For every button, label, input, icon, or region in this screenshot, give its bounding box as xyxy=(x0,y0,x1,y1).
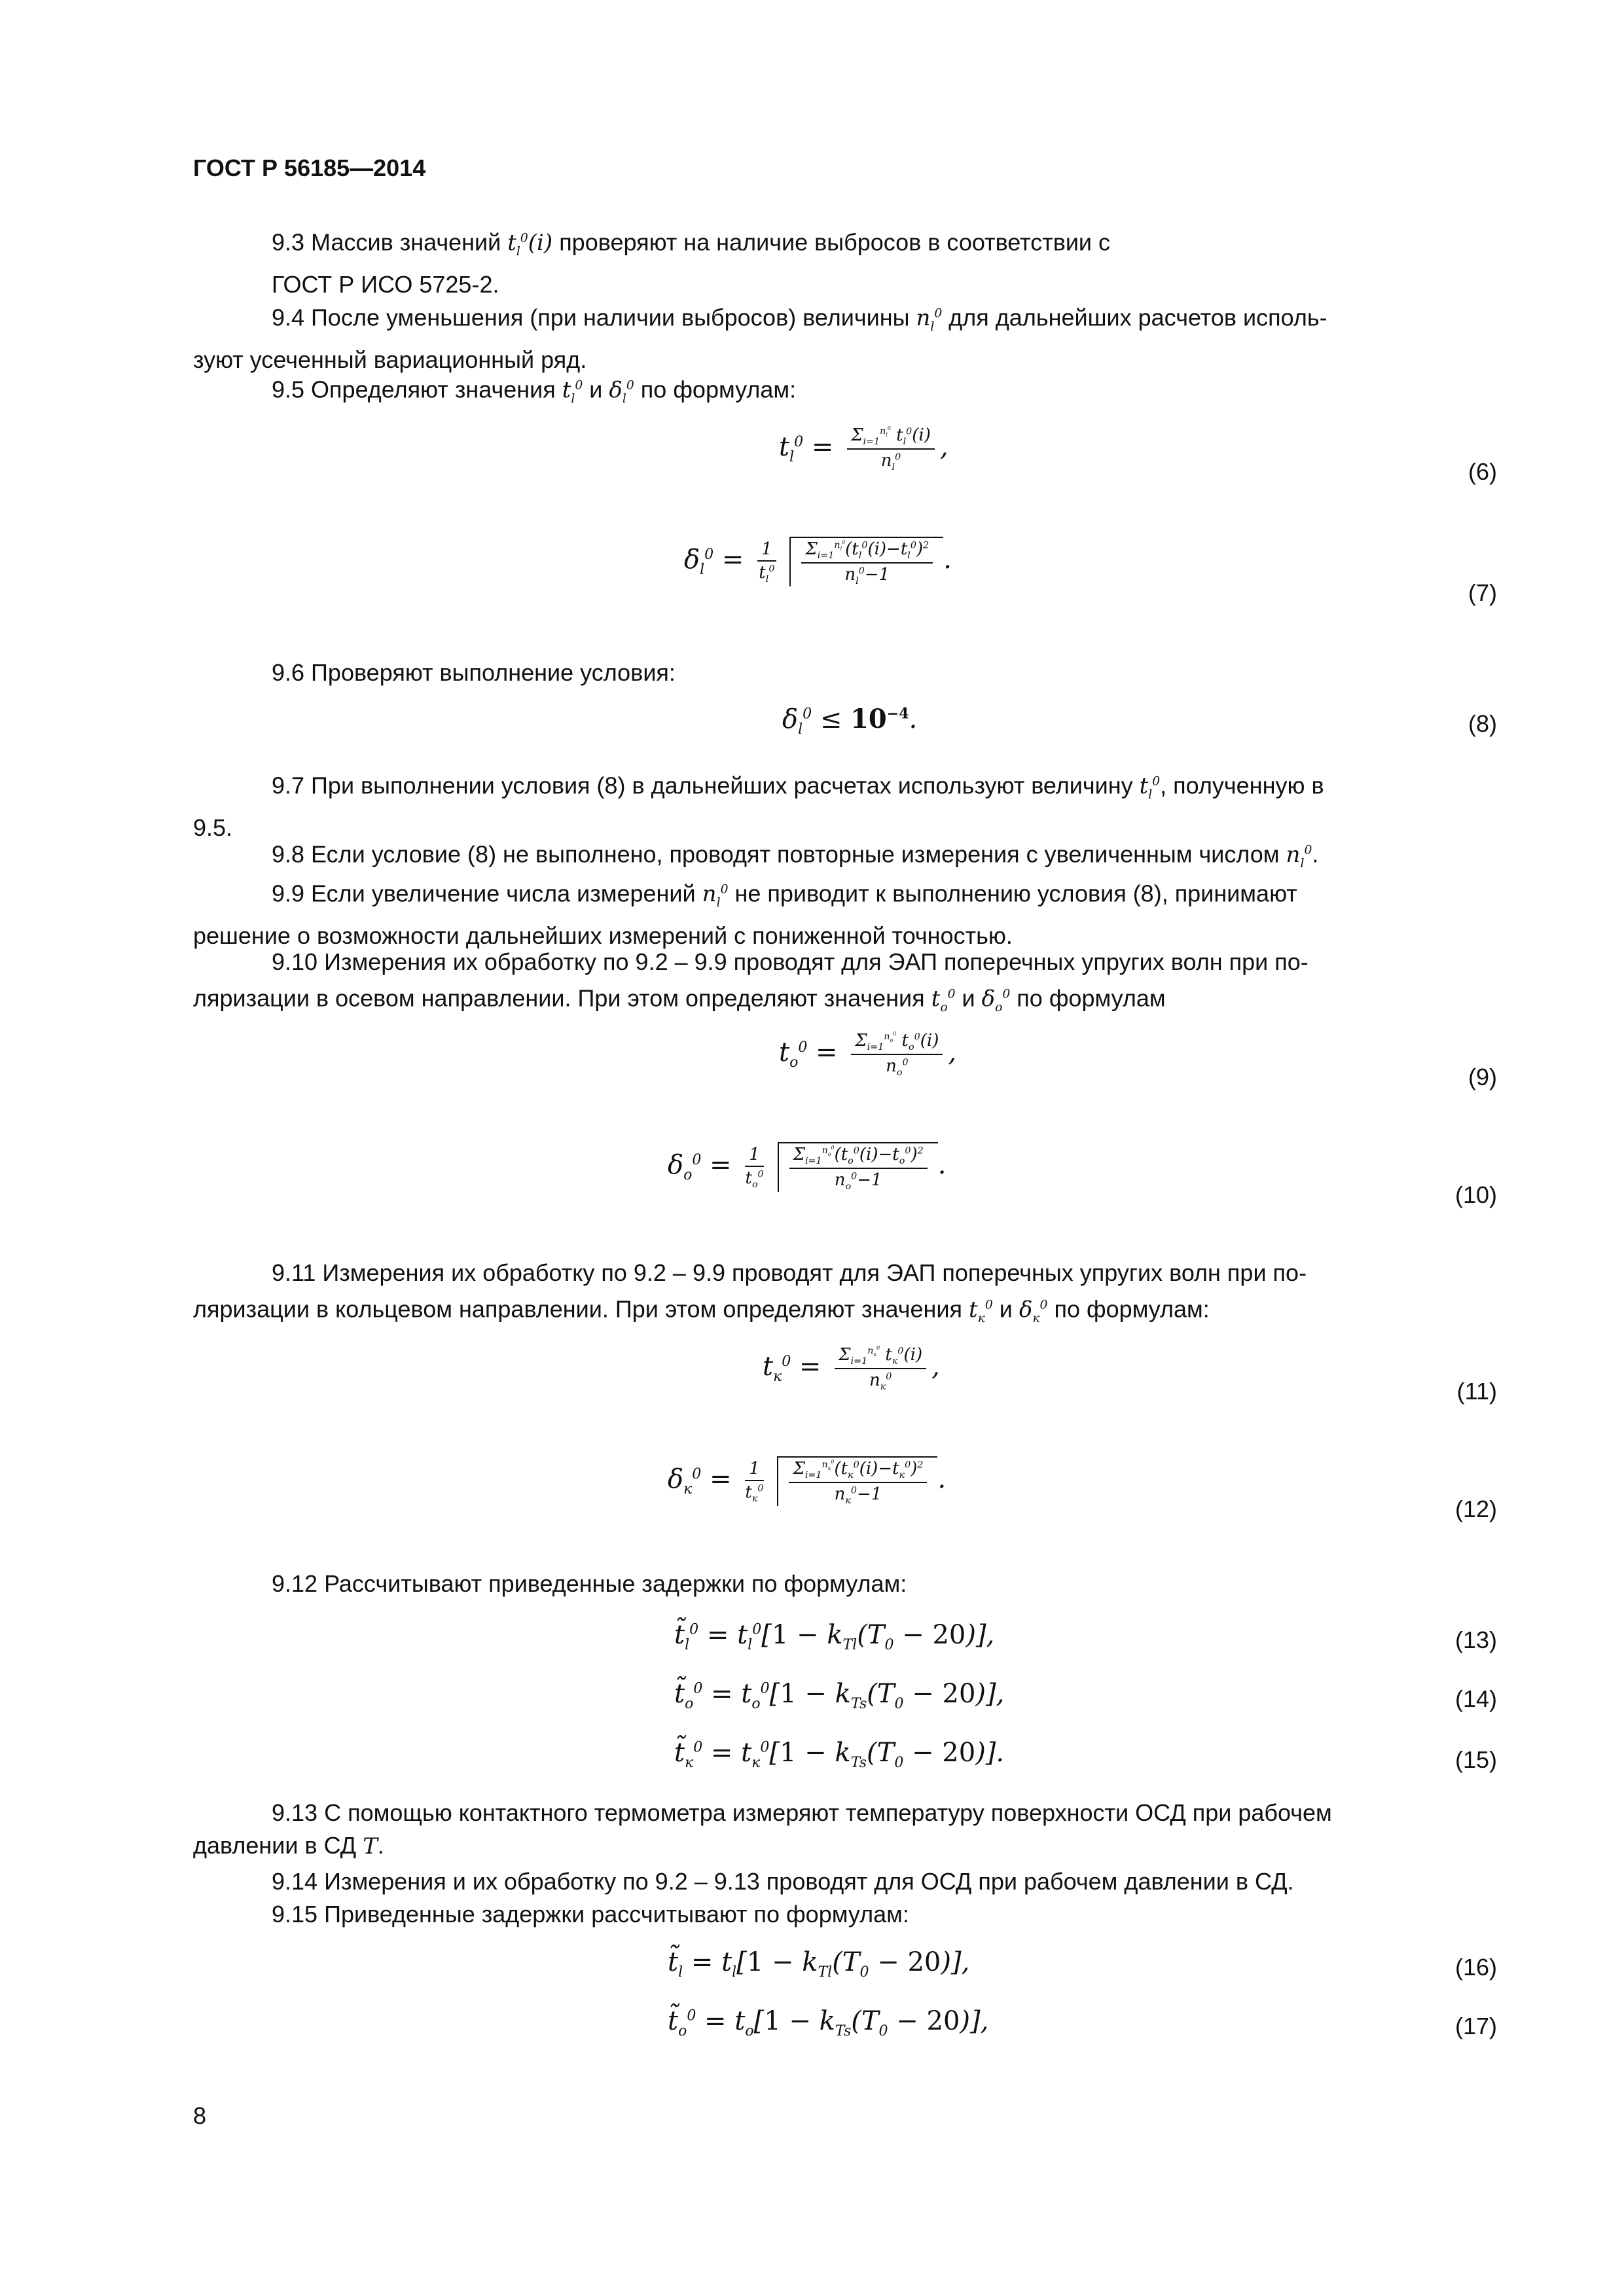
formula-13: $t̃_l^0 = t_l^0[1 - k_{Tl}(T_0 - 20)]$, xyxy=(674,1620,995,1653)
paragraph-9-5: 9.5 Определяют значения $t_l^0$ и $\delta_l^0$ по формулам: xyxy=(272,376,797,406)
paragraph-9-11: 9.11 Измерения их обработку по 9.2 – 9.9 проводят для ЭАП поперечных упругих волн при по- ляризации в кольцевом направлении. При этом определяют значения $t_к^0$ и $\delta_к^0$ по формулам: xyxy=(193,1259,1307,1326)
formula-12: $\delta_к^0$ = $\frac{1}{t_к^0}$ $\frac{\Sigma_{i=1}^{n_к^0}(t_к^0(i)-t_к^0)^2}{n_к^0-1}$ . xyxy=(668,1456,946,1506)
equation-number-6: (6) xyxy=(1468,458,1497,485)
paragraph-9-10: 9.10 Измерения их обработку по 9.2 – 9.9 проводят для ЭАП поперечных упругих волн при по- ляризации в осевом направлении. При этом определяют значения $t_о^0$ и $\delta_о^0$ по формулам xyxy=(193,948,1308,1015)
equation-number-10: (10) xyxy=(1454,1181,1497,1208)
formula-7: $\delta_l^0$ = $\frac{1}{t_l^0}$ $\frac{\Sigma_{i=1}^{n_l^0}(t_l^0(i)-t_l^0)^2}{n_l^0-1}$ . xyxy=(684,537,952,586)
equation-number-11: (11) xyxy=(1456,1378,1497,1405)
formula-11: $t_к^0$ = $\frac{\Sigma_{i=1}^{n_к^0} t_к^0(i)}{n_к^0}$ , xyxy=(763,1345,940,1393)
paragraph-9-7: 9.7 При выполнении условия (8) в дальнейших расчетах используют величину $t_l^0$, полученную в 9.5. xyxy=(193,772,1324,842)
document-header: ГОСТ Р 56185—2014 xyxy=(193,154,426,181)
equation-number-16: (16) xyxy=(1454,1954,1497,1981)
formula-15: $t̃_к^0 = t_к^0[1 - k_{Ts}(T_0 - 20)]$. xyxy=(674,1738,1005,1771)
formula-16: $t̃_l = t_l[1 - k_{Tl}(T_0 - 20)]$, xyxy=(668,1947,970,1981)
equation-number-15: (15) xyxy=(1454,1746,1497,1773)
equation-number-7: (7) xyxy=(1468,579,1497,606)
paragraph-9-13: 9.13 С помощью контактного термометра измеряют температуру поверхности ОСД при рабочем давлении в СД T. xyxy=(193,1799,1332,1859)
paragraph-9-6: 9.6 Проверяют выполнение условия: xyxy=(272,659,676,686)
formula-14: $t̃_о^0 = t_о^0[1 - k_{Ts}(T_0 - 20)]$, xyxy=(674,1679,1005,1712)
formula-8: $\delta_l^0 \le 10^{-4}$. xyxy=(782,704,918,738)
equation-number-12: (12) xyxy=(1454,1496,1497,1522)
paragraph-9-15: 9.15 Приведенные задержки рассчитывают по формулам: xyxy=(272,1901,909,1928)
paragraph-9-4: 9.4 После уменьшения (при наличии выбросов) величины $n_l^0$ для дальнейших расчетов исполь- зуют усеченный вариационный ряд. xyxy=(193,304,1327,374)
equation-number-9: (9) xyxy=(1468,1064,1497,1090)
formula-17: $t̃_о^0 = t_о[1 - k_{Ts}(T_0 - 20)]$, xyxy=(668,2006,989,2039)
equation-number-8: (8) xyxy=(1468,710,1497,737)
page-number: 8 xyxy=(193,2102,207,2129)
equation-number-17: (17) xyxy=(1454,2013,1497,2039)
formula-10: $\delta_о^0$ = $\frac{1}{t_о^0}$ $\frac{\Sigma_{i=1}^{n_о^0}(t_о^0(i)-t_о^0)^2}{n_о^0-1}$ . xyxy=(668,1142,946,1192)
paragraph-9-9: 9.9 Если увеличение числа измерений $n_l^0$ не приводит к выполнению условия (8), принимают решение о возможности дальнейших измерений с пониженной точностью. xyxy=(193,880,1297,950)
equation-number-14: (14) xyxy=(1454,1685,1497,1712)
equation-number-13: (13) xyxy=(1454,1626,1497,1653)
paragraph-9-8: 9.8 Если условие (8) не выполнено, проводят повторные измерения с увеличенным числом $n_l^0$. xyxy=(272,840,1319,871)
formula-9: $t_о^0$ = $\frac{\Sigma_{i=1}^{n_о^0} t_о^0(i)}{n_о^0}$ , xyxy=(779,1031,957,1079)
paragraph-9-12: 9.12 Рассчитывают приведенные задержки по формулам: xyxy=(272,1570,907,1597)
paragraph-9-3: 9.3 Массив значений $t_l^0(i)$ проверяют на наличие выбросов в соответствии с ГОСТ Р ИСО 5725-2. xyxy=(272,228,1111,298)
formula-6: $t_l^0$ = $\frac{\Sigma_{i=1}^{n_l^0} t_l^0(i)}{n_l^0}$ , xyxy=(779,425,948,473)
paragraph-9-14: 9.14 Измерения и их обработку по 9.2 – 9.13 проводят для ОСД при рабочем давлении в СД. xyxy=(272,1868,1294,1895)
